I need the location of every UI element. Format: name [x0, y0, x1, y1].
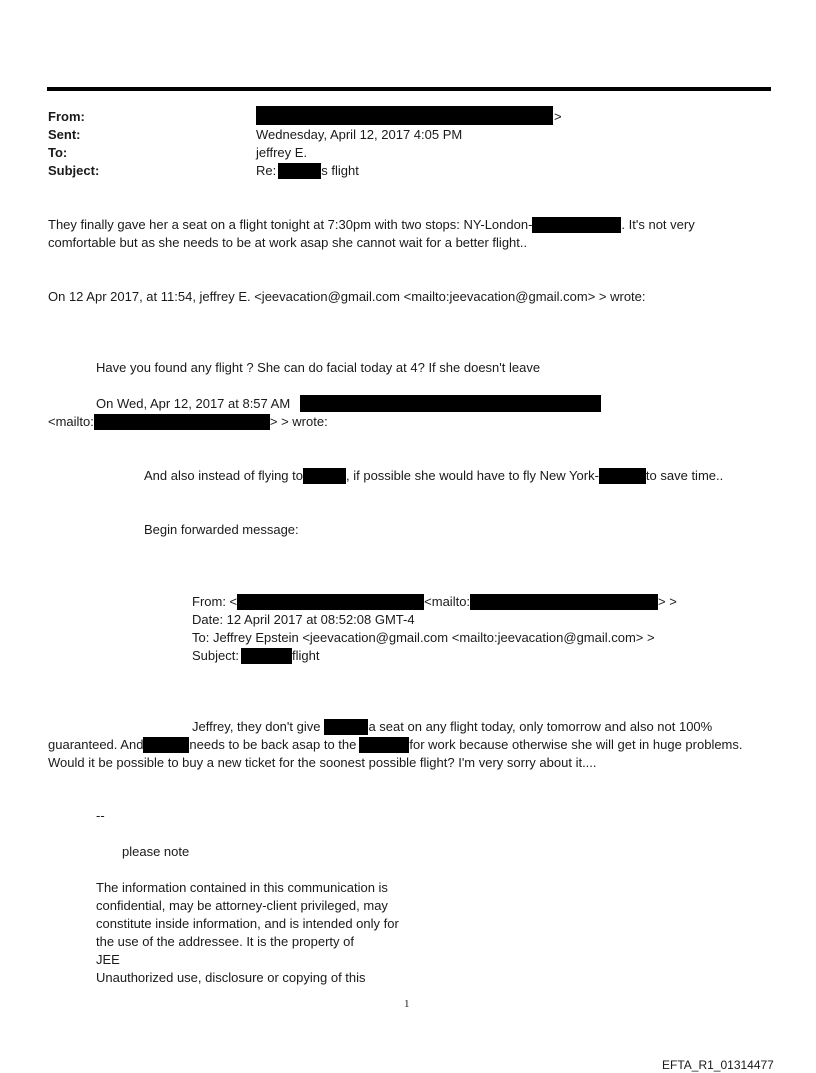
fwd-subject-prefix: Subject:	[192, 648, 239, 663]
redaction-p1	[532, 217, 621, 233]
redaction-q2-dest2	[599, 468, 646, 484]
sent-value: Wednesday, April 12, 2017 4:05 PM	[256, 127, 463, 142]
fwd-subject	[192, 648, 319, 664]
quote2-text	[144, 468, 723, 484]
fwd-p-line2	[48, 737, 743, 753]
redaction-subject	[278, 163, 321, 179]
p1-text-a: They finally gave her a seat on a flight tonight at 7:30pm with two stops: NY-London-	[48, 217, 533, 232]
fwd-from-mid: <mailto:	[424, 594, 471, 609]
redaction-q2-mailto	[94, 414, 270, 430]
subject-label: Subject:	[48, 163, 100, 178]
redaction-fwd-mailto	[470, 594, 658, 610]
fwd-from-suffix: > >	[658, 594, 677, 609]
document-id: EFTA_R1_01314477	[662, 1058, 774, 1072]
top-rule	[47, 87, 771, 91]
redaction-fwd-p1	[324, 719, 368, 735]
fwd-p1-b: a seat on any flight today, only tomorrow and also not 100%	[368, 719, 713, 734]
to-value: jeffrey E.	[256, 145, 308, 160]
q2-mailto-suffix: > > wrote:	[269, 414, 328, 429]
redaction-fwd-subject	[241, 648, 292, 664]
quote2-header-line1: On Wed, Apr 12, 2017 at 8:57 AM	[96, 396, 291, 411]
redaction-fwd-from	[237, 594, 424, 610]
disclaimer-line: The information contained in this communication is	[96, 880, 388, 895]
subject-prefix: Re:	[256, 163, 277, 178]
fwd-to: To: Jeffrey Epstein <jeevacation@gmail.com <mailto:jeevacation@gmail.com> >	[192, 630, 655, 645]
begin-forwarded: Begin forwarded message:	[144, 522, 299, 537]
subject-value	[256, 163, 359, 179]
fwd-from-prefix: From: <	[192, 594, 238, 609]
fwd-p2-a: guaranteed. And	[48, 737, 144, 752]
redaction-from	[256, 106, 553, 125]
disclaimer-line: Unauthorized use, disclosure or copying of this	[96, 970, 366, 985]
please-note: please note	[122, 844, 190, 859]
fwd-p-line3: Would it be possible to buy a new ticket for the soonest possible flight? I'm very sorry about it....	[48, 755, 597, 770]
redaction-q2-sender	[300, 395, 601, 412]
quote1-header: On 12 Apr 2017, at 11:54, jeffrey E. <jeevacation@gmail.com <mailto:jeevacation@gmail.com> > wrote:	[48, 289, 646, 304]
quote1-text: Have you found any flight ? She can do facial today at 4? If she doesn't leave	[96, 360, 541, 375]
from-suffix: >	[554, 109, 562, 124]
body-p1-line2: comfortable but as she needs to be at work asap she cannot wait for a better flight..	[48, 235, 528, 250]
q2-text-c: to save time..	[645, 468, 724, 483]
sent-label: Sent:	[48, 127, 81, 142]
fwd-date: Date: 12 April 2017 at 08:52:08 GMT-4	[192, 612, 415, 627]
q2-text-a: And also instead of flying to	[144, 468, 303, 483]
disclaimer-line: confidential, may be attorney-client privileged, may	[96, 898, 388, 913]
disclaimer-line: constitute inside information, and is intended only for	[96, 916, 399, 931]
fwd-p2-c: for work because otherwise she will get in huge problems.	[409, 737, 743, 752]
q2-text-b: , if possible she would have to fly New York-	[346, 468, 599, 483]
p1-text-b: . It's not very	[621, 217, 695, 232]
fwd-subject-suffix: flight	[291, 648, 320, 663]
redaction-fwd-p2b	[359, 737, 409, 753]
fwd-p2-b: needs to be back asap to the	[189, 737, 357, 752]
redaction-fwd-p2a	[143, 737, 189, 753]
fwd-p1-a: Jeffrey, they don't give	[192, 719, 321, 734]
subject-suffix: s flight	[321, 163, 359, 178]
sig-dashes: --	[96, 808, 105, 823]
quote2-header-line2	[48, 414, 328, 430]
disclaimer-line: the use of the addressee. It is the property of	[96, 934, 354, 949]
fwd-p-line1	[192, 719, 712, 735]
q2-mailto-prefix: <mailto:	[48, 414, 94, 429]
to-label: To:	[48, 145, 68, 160]
body-p1-line1	[48, 217, 695, 233]
disclaimer-line: JEE	[96, 952, 120, 967]
redaction-q2-dest1	[303, 468, 346, 484]
fwd-from-line	[192, 594, 677, 610]
from-label: From:	[48, 109, 85, 124]
page-number: 1	[404, 998, 410, 1010]
